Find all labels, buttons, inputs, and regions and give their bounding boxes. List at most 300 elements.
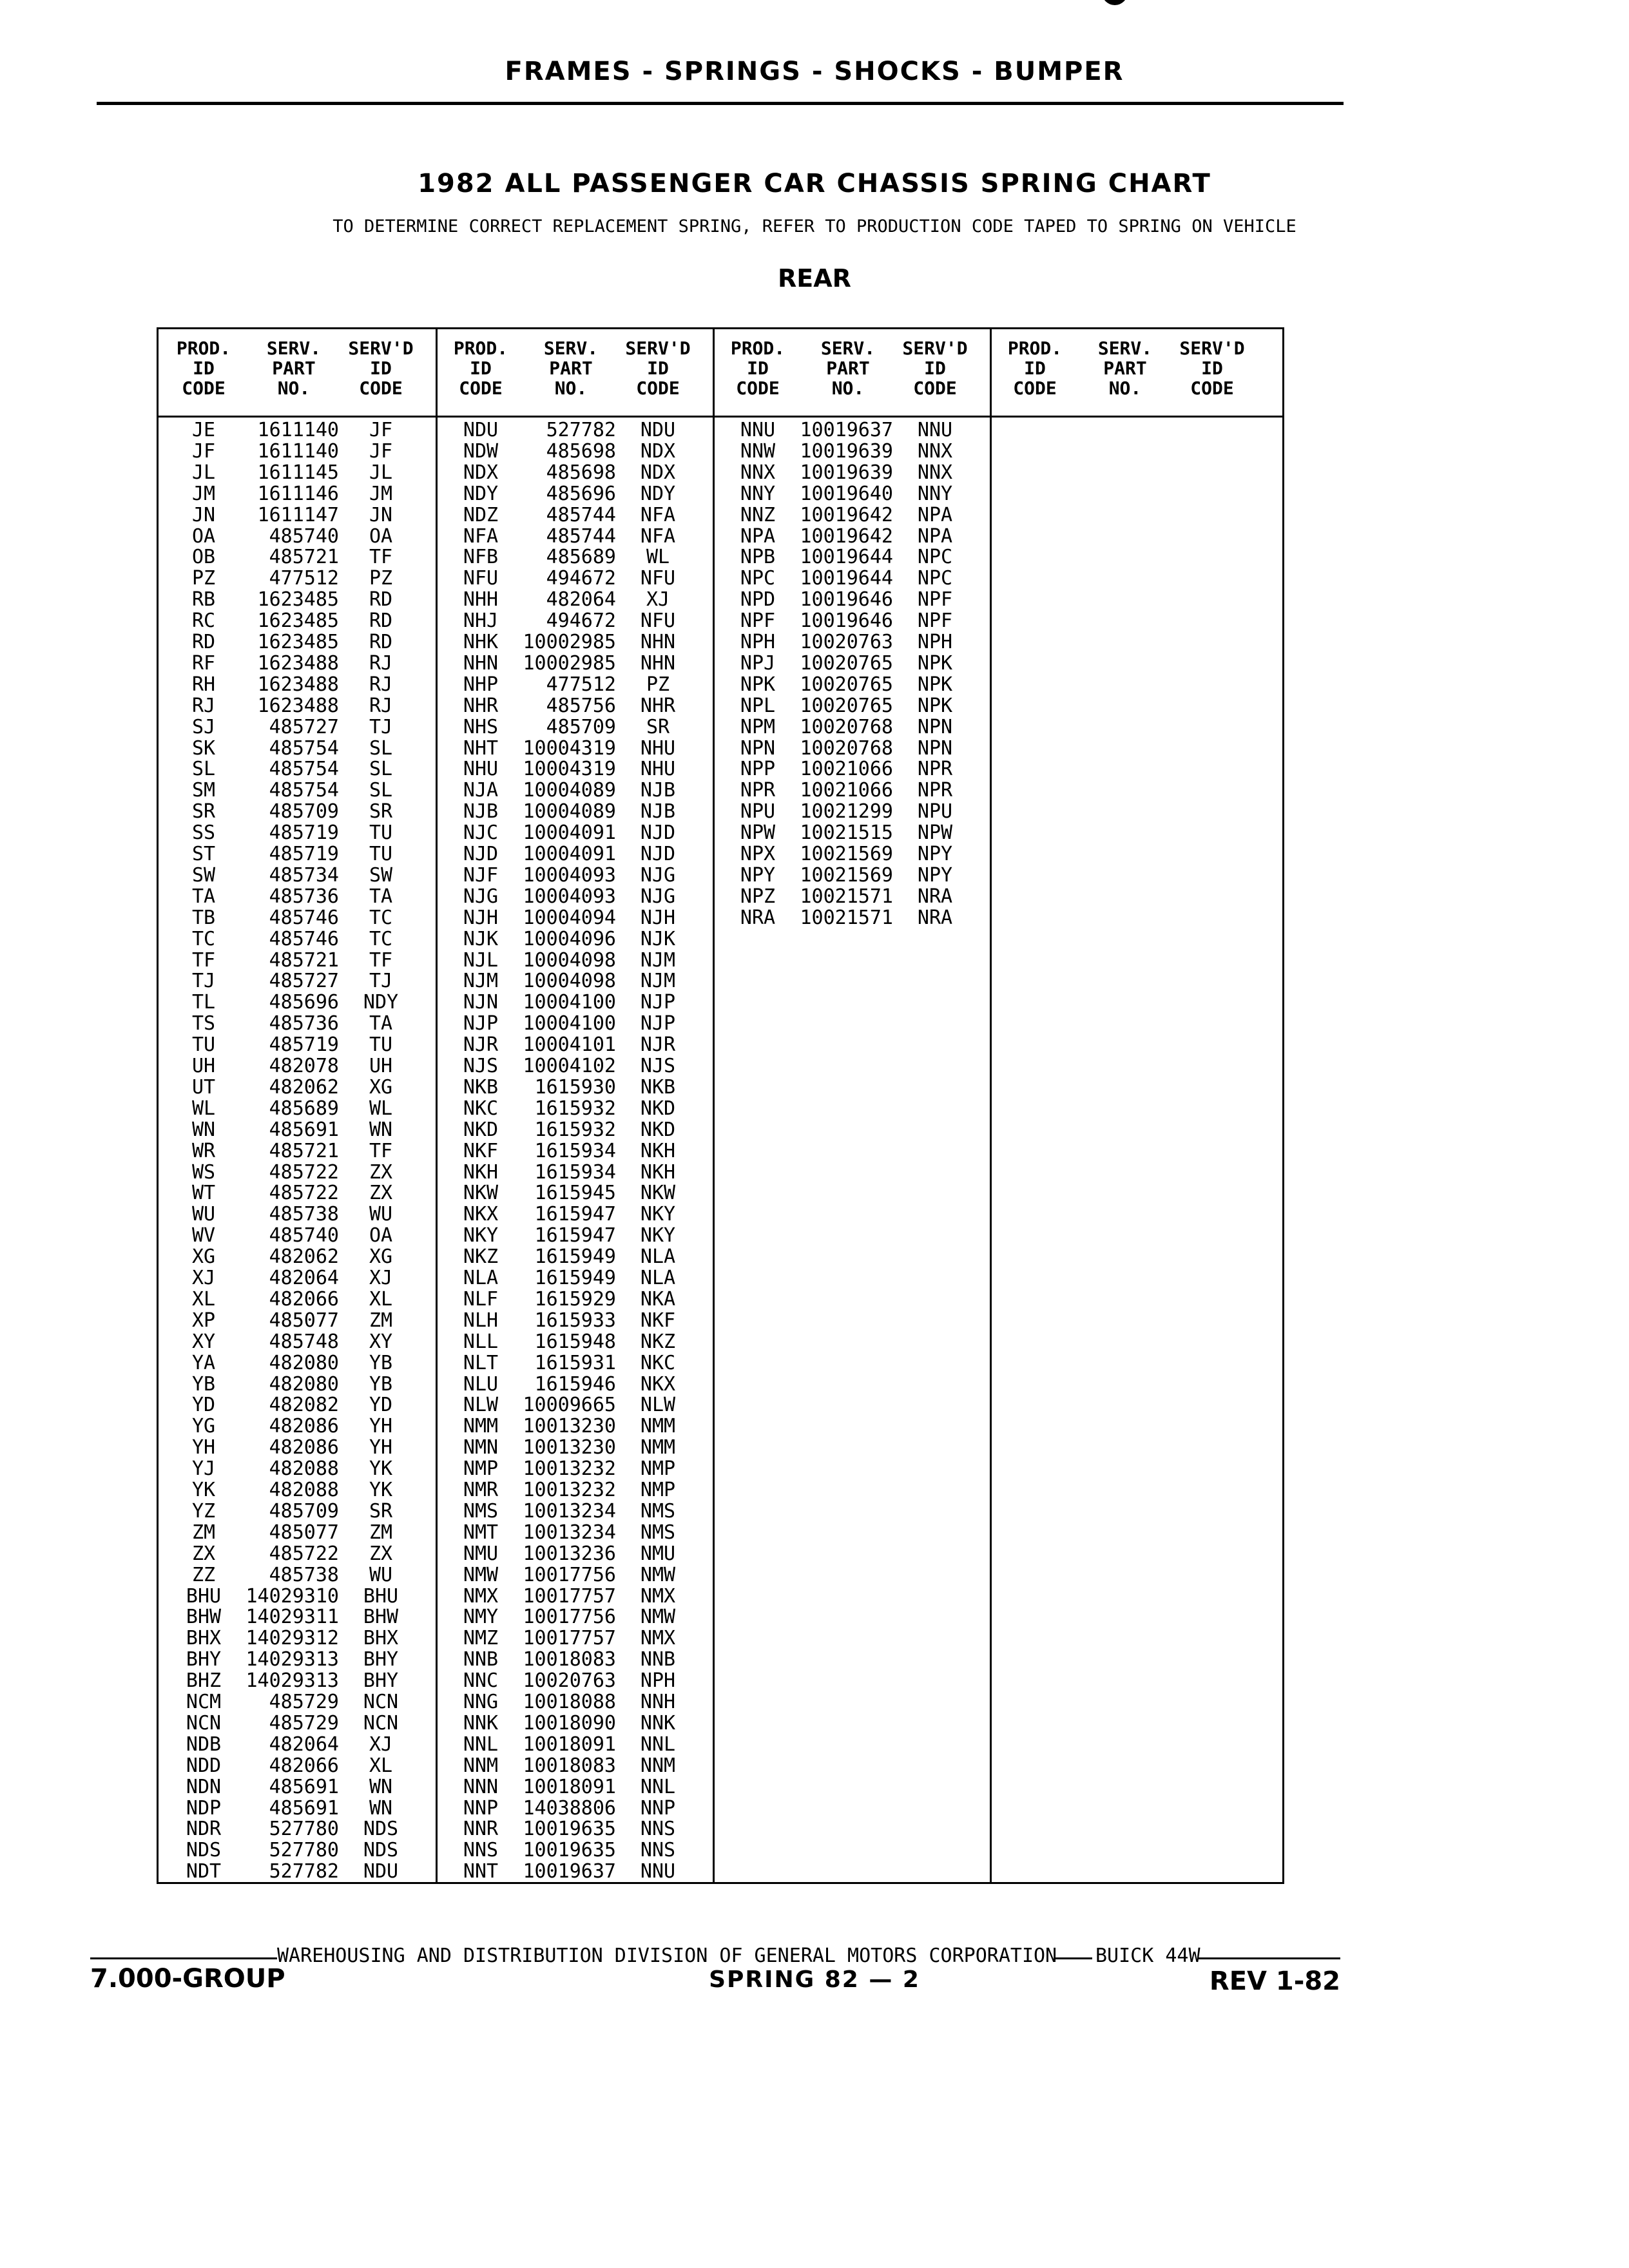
servd-id-code: NMX xyxy=(640,1627,676,1650)
serv-part-no: 485689 xyxy=(269,1097,339,1120)
servd-id-code: NPK xyxy=(917,673,953,696)
prod-id-code: NPB xyxy=(740,546,776,569)
table-row xyxy=(713,716,990,738)
prod-id-code: ST xyxy=(191,843,216,865)
table-row xyxy=(713,653,990,674)
serv-part-no: 485746 xyxy=(269,906,339,929)
chart-title: 1982 ALL PASSENGER CAR CHASSIS SPRING CHART xyxy=(418,169,1211,198)
prod-id-code: NDS xyxy=(186,1839,222,1862)
serv-part-no: 10017756 xyxy=(523,1563,616,1586)
table-row xyxy=(436,780,713,801)
servd-id-code: NFA xyxy=(640,503,676,526)
servd-id-code: NMU xyxy=(640,1542,676,1565)
prod-id-code: NNB xyxy=(463,1648,499,1671)
servd-id-code: NPH xyxy=(640,1669,676,1693)
serv-part-no: 1611140 xyxy=(257,419,339,441)
serv-part-no: 10019635 xyxy=(523,1839,616,1862)
table-row xyxy=(436,483,713,505)
serv-part-no: 485734 xyxy=(269,863,339,887)
table-row xyxy=(713,801,990,822)
serv-part-no: 10018083 xyxy=(523,1648,616,1671)
servd-id-code: XJ xyxy=(646,588,670,611)
table-row xyxy=(159,1818,436,1840)
table-row xyxy=(713,738,990,759)
prod-id-code: NMN xyxy=(463,1436,499,1459)
table-row xyxy=(713,462,990,483)
table-row xyxy=(436,928,713,950)
prod-id-code: NDT xyxy=(186,1860,222,1883)
serv-part-no: 10019639 xyxy=(800,461,893,484)
table-row xyxy=(436,1289,713,1310)
servd-id-code: NPA xyxy=(917,503,953,526)
table-row xyxy=(436,1204,713,1225)
table-row xyxy=(436,526,713,547)
table-row xyxy=(159,1034,436,1055)
prod-id-code: NKX xyxy=(463,1203,499,1226)
table-row xyxy=(159,695,436,716)
servd-id-code: TJ xyxy=(369,715,393,738)
serv-part-no: 485727 xyxy=(269,970,339,993)
serv-part-no: 485719 xyxy=(269,843,339,865)
servd-id-code: BHU xyxy=(363,1584,399,1608)
serv-part-no: 1615932 xyxy=(534,1097,616,1120)
serv-part-no: 1615945 xyxy=(534,1182,616,1205)
serv-part-no: 10019644 xyxy=(800,567,893,590)
servd-id-code: JL xyxy=(369,461,393,484)
table-row xyxy=(159,1394,436,1416)
table-row xyxy=(159,950,436,971)
serv-part-no: 485744 xyxy=(546,524,616,548)
servd-id-code: TU xyxy=(369,843,393,865)
serv-part-no: 10004319 xyxy=(523,758,616,781)
prod-id-code: NKF xyxy=(463,1139,499,1162)
servd-id-code: NDU xyxy=(363,1860,399,1883)
table-row xyxy=(713,695,990,716)
table-row xyxy=(159,1098,436,1119)
servd-id-code: NNK xyxy=(640,1711,676,1735)
prod-id-code: TS xyxy=(191,1012,216,1035)
servd-id-code: SW xyxy=(369,863,393,887)
prod-id-code: NJA xyxy=(463,779,499,802)
serv-part-no: 10013234 xyxy=(523,1521,616,1544)
prod-id-code: JF xyxy=(191,439,216,463)
prod-id-code: NJL xyxy=(463,948,499,972)
serv-part-no: 485740 xyxy=(269,524,339,548)
prod-id-code: ZX xyxy=(191,1542,216,1565)
prod-id-code: ZZ xyxy=(191,1563,216,1586)
table-row xyxy=(436,970,713,992)
serv-part-no: 14029310 xyxy=(246,1584,339,1608)
serv-part-no: 10018091 xyxy=(523,1775,616,1798)
table-row xyxy=(436,462,713,483)
serv-part-no: 485077 xyxy=(269,1521,339,1544)
table-row xyxy=(436,758,713,780)
servd-id-code: JF xyxy=(369,419,393,441)
serv-part-no: 477512 xyxy=(546,673,616,696)
table-row xyxy=(159,589,436,610)
servd-id-code: NJG xyxy=(640,863,676,887)
footer-rule-right xyxy=(1199,1957,1340,1959)
column-header-servd: SERV'D ID CODE xyxy=(1179,338,1245,399)
prod-id-code: NLL xyxy=(463,1330,499,1353)
table-row xyxy=(713,758,990,780)
servd-id-code: PZ xyxy=(369,567,393,590)
table-row xyxy=(436,865,713,886)
serv-part-no: 10013230 xyxy=(523,1415,616,1438)
serv-part-no: 1615947 xyxy=(534,1224,616,1247)
servd-id-code: ZX xyxy=(369,1182,393,1205)
prod-id-code: NDU xyxy=(463,419,499,441)
panel-4 xyxy=(990,329,1267,1882)
prod-id-code: SS xyxy=(191,822,216,845)
table-row xyxy=(159,738,436,759)
table-row xyxy=(436,1798,713,1819)
serv-part-no: 527780 xyxy=(269,1839,339,1862)
prod-id-code: NPU xyxy=(740,800,776,823)
table-row xyxy=(436,610,713,631)
servd-id-code: NPH xyxy=(917,631,953,653)
prod-id-code: ZM xyxy=(191,1521,216,1544)
serv-part-no: 485736 xyxy=(269,1012,339,1035)
serv-part-no: 1623485 xyxy=(257,631,339,653)
serv-part-no: 10021515 xyxy=(800,822,893,845)
table-row xyxy=(159,419,436,441)
serv-part-no: 485738 xyxy=(269,1563,339,1586)
table-row xyxy=(436,843,713,865)
servd-id-code: TU xyxy=(369,822,393,845)
servd-id-code: YH xyxy=(369,1415,393,1438)
servd-id-code: NFU xyxy=(640,567,676,590)
table-row xyxy=(436,738,713,759)
table-row xyxy=(436,674,713,695)
serv-part-no: 482080 xyxy=(269,1351,339,1374)
servd-id-code: NKY xyxy=(640,1203,676,1226)
servd-id-code: XY xyxy=(369,1330,393,1353)
serv-part-no: 10021299 xyxy=(800,800,893,823)
serv-part-no: 10004094 xyxy=(523,906,616,929)
servd-id-code: NLA xyxy=(640,1267,676,1289)
table-row xyxy=(436,1564,713,1586)
prod-id-code: BHU xyxy=(186,1584,222,1608)
servd-id-code: NRA xyxy=(917,885,953,908)
table-row xyxy=(436,653,713,674)
servd-id-code: NPY xyxy=(917,863,953,887)
servd-id-code: ZX xyxy=(369,1542,393,1565)
serv-part-no: 10019637 xyxy=(523,1860,616,1883)
prod-id-code: NJF xyxy=(463,863,499,887)
table-row xyxy=(436,1077,713,1098)
prod-id-code: NNC xyxy=(463,1669,499,1693)
servd-id-code: NKX xyxy=(640,1372,676,1396)
servd-id-code: RD xyxy=(369,588,393,611)
servd-id-code: TF xyxy=(369,546,393,569)
serv-part-no: 485719 xyxy=(269,822,339,845)
serv-part-no: 485721 xyxy=(269,546,339,569)
table-row xyxy=(159,1606,436,1628)
table-row xyxy=(159,1225,436,1246)
prod-id-code: NPH xyxy=(740,631,776,653)
serv-part-no: 14029312 xyxy=(246,1627,339,1650)
table-row xyxy=(436,1479,713,1501)
table-row xyxy=(436,907,713,928)
servd-id-code: NKC xyxy=(640,1351,676,1374)
servd-id-code: NMW xyxy=(640,1563,676,1586)
prod-id-code: WV xyxy=(191,1224,216,1247)
prod-id-code: XG xyxy=(191,1245,216,1269)
prod-id-code: NDX xyxy=(463,461,499,484)
serv-part-no: 10002985 xyxy=(523,631,616,653)
section-title: FRAMES - SPRINGS - SHOCKS - BUMPER xyxy=(505,57,1124,86)
table-row xyxy=(159,1458,436,1479)
serv-part-no: 1615949 xyxy=(534,1245,616,1269)
servd-id-code: NMW xyxy=(640,1606,676,1629)
prod-id-code: NJN xyxy=(463,991,499,1014)
serv-part-no: 1611140 xyxy=(257,439,339,463)
servd-id-code: NPF xyxy=(917,588,953,611)
servd-id-code: WN xyxy=(369,1118,393,1141)
serv-part-no: 10004096 xyxy=(523,927,616,950)
servd-id-code: NJK xyxy=(640,927,676,950)
servd-id-code: XG xyxy=(369,1075,393,1099)
table-row xyxy=(159,1755,436,1776)
serv-part-no: 527782 xyxy=(546,419,616,441)
serv-part-no: 10004101 xyxy=(523,1033,616,1057)
serv-part-no: 485756 xyxy=(546,694,616,717)
table-row xyxy=(713,526,990,547)
prod-id-code: YJ xyxy=(191,1457,216,1481)
serv-part-no: 10018090 xyxy=(523,1711,616,1735)
prod-id-code: NMM xyxy=(463,1415,499,1438)
table-row xyxy=(436,1543,713,1564)
servd-id-code: NKZ xyxy=(640,1330,676,1353)
prod-id-code: NPR xyxy=(740,779,776,802)
prod-id-code: NPN xyxy=(740,736,776,760)
prod-id-code: YZ xyxy=(191,1499,216,1523)
prod-id-code: NNL xyxy=(463,1733,499,1756)
prod-id-code: YB xyxy=(191,1372,216,1396)
table-row xyxy=(713,780,990,801)
serv-part-no: 485744 xyxy=(546,503,616,526)
servd-id-code: NKA xyxy=(640,1287,676,1311)
servd-id-code: NMS xyxy=(640,1499,676,1523)
prod-id-code: NPZ xyxy=(740,885,776,908)
servd-id-code: NPC xyxy=(917,567,953,590)
serv-part-no: 485736 xyxy=(269,885,339,908)
serv-part-no: 1615932 xyxy=(534,1118,616,1141)
prod-id-code: NDP xyxy=(186,1796,222,1820)
column-header-serv: SERV. PART NO. xyxy=(266,338,322,399)
prod-id-code: NJP xyxy=(463,1012,499,1035)
prod-id-code: NNK xyxy=(463,1711,499,1735)
serv-part-no: 485722 xyxy=(269,1542,339,1565)
servd-id-code: SL xyxy=(369,779,393,802)
serv-part-no: 10004093 xyxy=(523,885,616,908)
prod-id-code: NHR xyxy=(463,694,499,717)
servd-id-code: NDS xyxy=(363,1839,399,1862)
serv-part-no: 10004091 xyxy=(523,822,616,845)
prod-id-code: NDD xyxy=(186,1754,222,1777)
serv-part-no: 10019646 xyxy=(800,588,893,611)
table-row xyxy=(159,1670,436,1691)
prod-id-code: NJS xyxy=(463,1055,499,1077)
prod-id-code: NPX xyxy=(740,843,776,865)
serv-part-no: 10019644 xyxy=(800,546,893,569)
serv-part-no: 10019635 xyxy=(523,1818,616,1841)
prod-id-code: NHJ xyxy=(463,610,499,633)
servd-id-code: OA xyxy=(369,524,393,548)
table-row xyxy=(436,1034,713,1055)
prod-id-code: NHU xyxy=(463,758,499,781)
prod-id-code: NNU xyxy=(740,419,776,441)
servd-id-code: NKW xyxy=(640,1182,676,1205)
prod-id-code: TJ xyxy=(191,970,216,993)
prod-id-code: SM xyxy=(191,779,216,802)
servd-id-code: NJB xyxy=(640,779,676,802)
table-row xyxy=(159,1564,436,1586)
panel-separator xyxy=(990,329,992,1882)
table-row xyxy=(159,1119,436,1140)
table-row xyxy=(436,441,713,462)
serv-part-no: 485689 xyxy=(546,546,616,569)
servd-id-code: XL xyxy=(369,1754,393,1777)
table-row xyxy=(159,1437,436,1458)
serv-part-no: 10019640 xyxy=(800,482,893,505)
prod-id-code: NFA xyxy=(463,524,499,548)
table-row xyxy=(713,865,990,886)
column-header-serv: SERV. PART NO. xyxy=(1097,338,1153,399)
prod-id-code: NFB xyxy=(463,546,499,569)
serv-part-no: 10019646 xyxy=(800,610,893,633)
prod-id-code: SW xyxy=(191,863,216,887)
table-row xyxy=(713,505,990,526)
servd-id-code: NNY xyxy=(917,482,953,505)
prod-id-code: WU xyxy=(191,1203,216,1226)
servd-id-code: YD xyxy=(369,1394,393,1417)
prod-id-code: YA xyxy=(191,1351,216,1374)
prod-id-code: WL xyxy=(191,1097,216,1120)
table-row xyxy=(436,950,713,971)
servd-id-code: RJ xyxy=(369,694,393,717)
prod-id-code: NJM xyxy=(463,970,499,993)
servd-id-code: YB xyxy=(369,1351,393,1374)
table-row xyxy=(159,1691,436,1713)
prod-id-code: NNZ xyxy=(740,503,776,526)
prod-id-code: NNY xyxy=(740,482,776,505)
table-row xyxy=(159,1162,436,1183)
serv-part-no: 1615934 xyxy=(534,1160,616,1184)
table-row xyxy=(159,1840,436,1861)
table-row xyxy=(159,462,436,483)
servd-id-code: WL xyxy=(369,1097,393,1120)
prod-id-code: NMT xyxy=(463,1521,499,1544)
serv-part-no: 1615930 xyxy=(534,1075,616,1099)
serv-part-no: 10021571 xyxy=(800,885,893,908)
prod-id-code: NNT xyxy=(463,1860,499,1883)
serv-part-no: 485738 xyxy=(269,1203,339,1226)
servd-id-code: NKH xyxy=(640,1139,676,1162)
serv-part-no: 485754 xyxy=(269,758,339,781)
table-row xyxy=(436,1225,713,1246)
revision-label: REV 1-82 xyxy=(1209,1966,1340,1996)
serv-part-no: 1623485 xyxy=(257,610,339,633)
prod-id-code: NJR xyxy=(463,1033,499,1057)
table-row xyxy=(159,886,436,907)
table-row xyxy=(159,1204,436,1225)
column-header-servd: SERV'D ID CODE xyxy=(348,338,414,399)
servd-id-code: WU xyxy=(369,1563,393,1586)
prod-id-code: NDZ xyxy=(463,503,499,526)
servd-id-code: SR xyxy=(369,800,393,823)
table-row xyxy=(436,1437,713,1458)
serv-part-no: 10013236 xyxy=(523,1542,616,1565)
servd-id-code: NNS xyxy=(640,1839,676,1862)
serv-part-no: 485077 xyxy=(269,1309,339,1332)
table-row xyxy=(436,1140,713,1162)
table-row xyxy=(713,441,990,462)
serv-part-no: 1615931 xyxy=(534,1351,616,1374)
table-row xyxy=(436,1586,713,1607)
panel-2 xyxy=(436,329,713,1882)
servd-id-code: NJR xyxy=(640,1033,676,1057)
servd-id-code: TC xyxy=(369,927,393,950)
prod-id-code: UT xyxy=(191,1075,216,1099)
servd-id-code: BHY xyxy=(363,1648,399,1671)
serv-part-no: 14038806 xyxy=(523,1796,616,1820)
serv-part-no: 14029313 xyxy=(246,1669,339,1693)
serv-part-no: 485746 xyxy=(269,927,339,950)
serv-part-no: 10004319 xyxy=(523,736,616,760)
table-row xyxy=(436,1246,713,1267)
servd-id-code: NPY xyxy=(917,843,953,865)
prod-id-code: XY xyxy=(191,1330,216,1353)
page-corner-mark xyxy=(1102,0,1128,5)
footer-rule-left xyxy=(90,1957,277,1959)
table-row xyxy=(436,1501,713,1522)
prod-id-code: NJB xyxy=(463,800,499,823)
servd-id-code: NNX xyxy=(917,439,953,463)
table-row xyxy=(436,1734,713,1755)
serv-part-no: 485727 xyxy=(269,715,339,738)
servd-id-code: NNL xyxy=(640,1775,676,1798)
prod-id-code: OA xyxy=(191,524,216,548)
prod-id-code: NPF xyxy=(740,610,776,633)
prod-id-code: NPP xyxy=(740,758,776,781)
table-row xyxy=(159,1479,436,1501)
table-row xyxy=(159,865,436,886)
column-header-prod: PROD. ID CODE xyxy=(730,338,786,399)
servd-id-code: YK xyxy=(369,1457,393,1481)
prod-id-code: JN xyxy=(191,503,216,526)
serv-part-no: 10020768 xyxy=(800,715,893,738)
serv-part-no: 482064 xyxy=(546,588,616,611)
prod-id-code: NCN xyxy=(186,1711,222,1735)
prod-id-code: NHT xyxy=(463,736,499,760)
prod-id-code: JM xyxy=(191,482,216,505)
column-header-servd: SERV'D ID CODE xyxy=(625,338,691,399)
serv-part-no: 10019642 xyxy=(800,503,893,526)
table-row xyxy=(436,1691,713,1713)
servd-id-code: PZ xyxy=(646,673,670,696)
table-row xyxy=(436,1416,713,1437)
servd-id-code: NJB xyxy=(640,800,676,823)
panel-3 xyxy=(713,329,990,1882)
table-row xyxy=(713,483,990,505)
serv-part-no: 10017757 xyxy=(523,1627,616,1650)
servd-id-code: NJS xyxy=(640,1055,676,1077)
servd-id-code: WL xyxy=(646,546,670,569)
serv-part-no: 10020765 xyxy=(800,694,893,717)
table-row xyxy=(713,419,990,441)
